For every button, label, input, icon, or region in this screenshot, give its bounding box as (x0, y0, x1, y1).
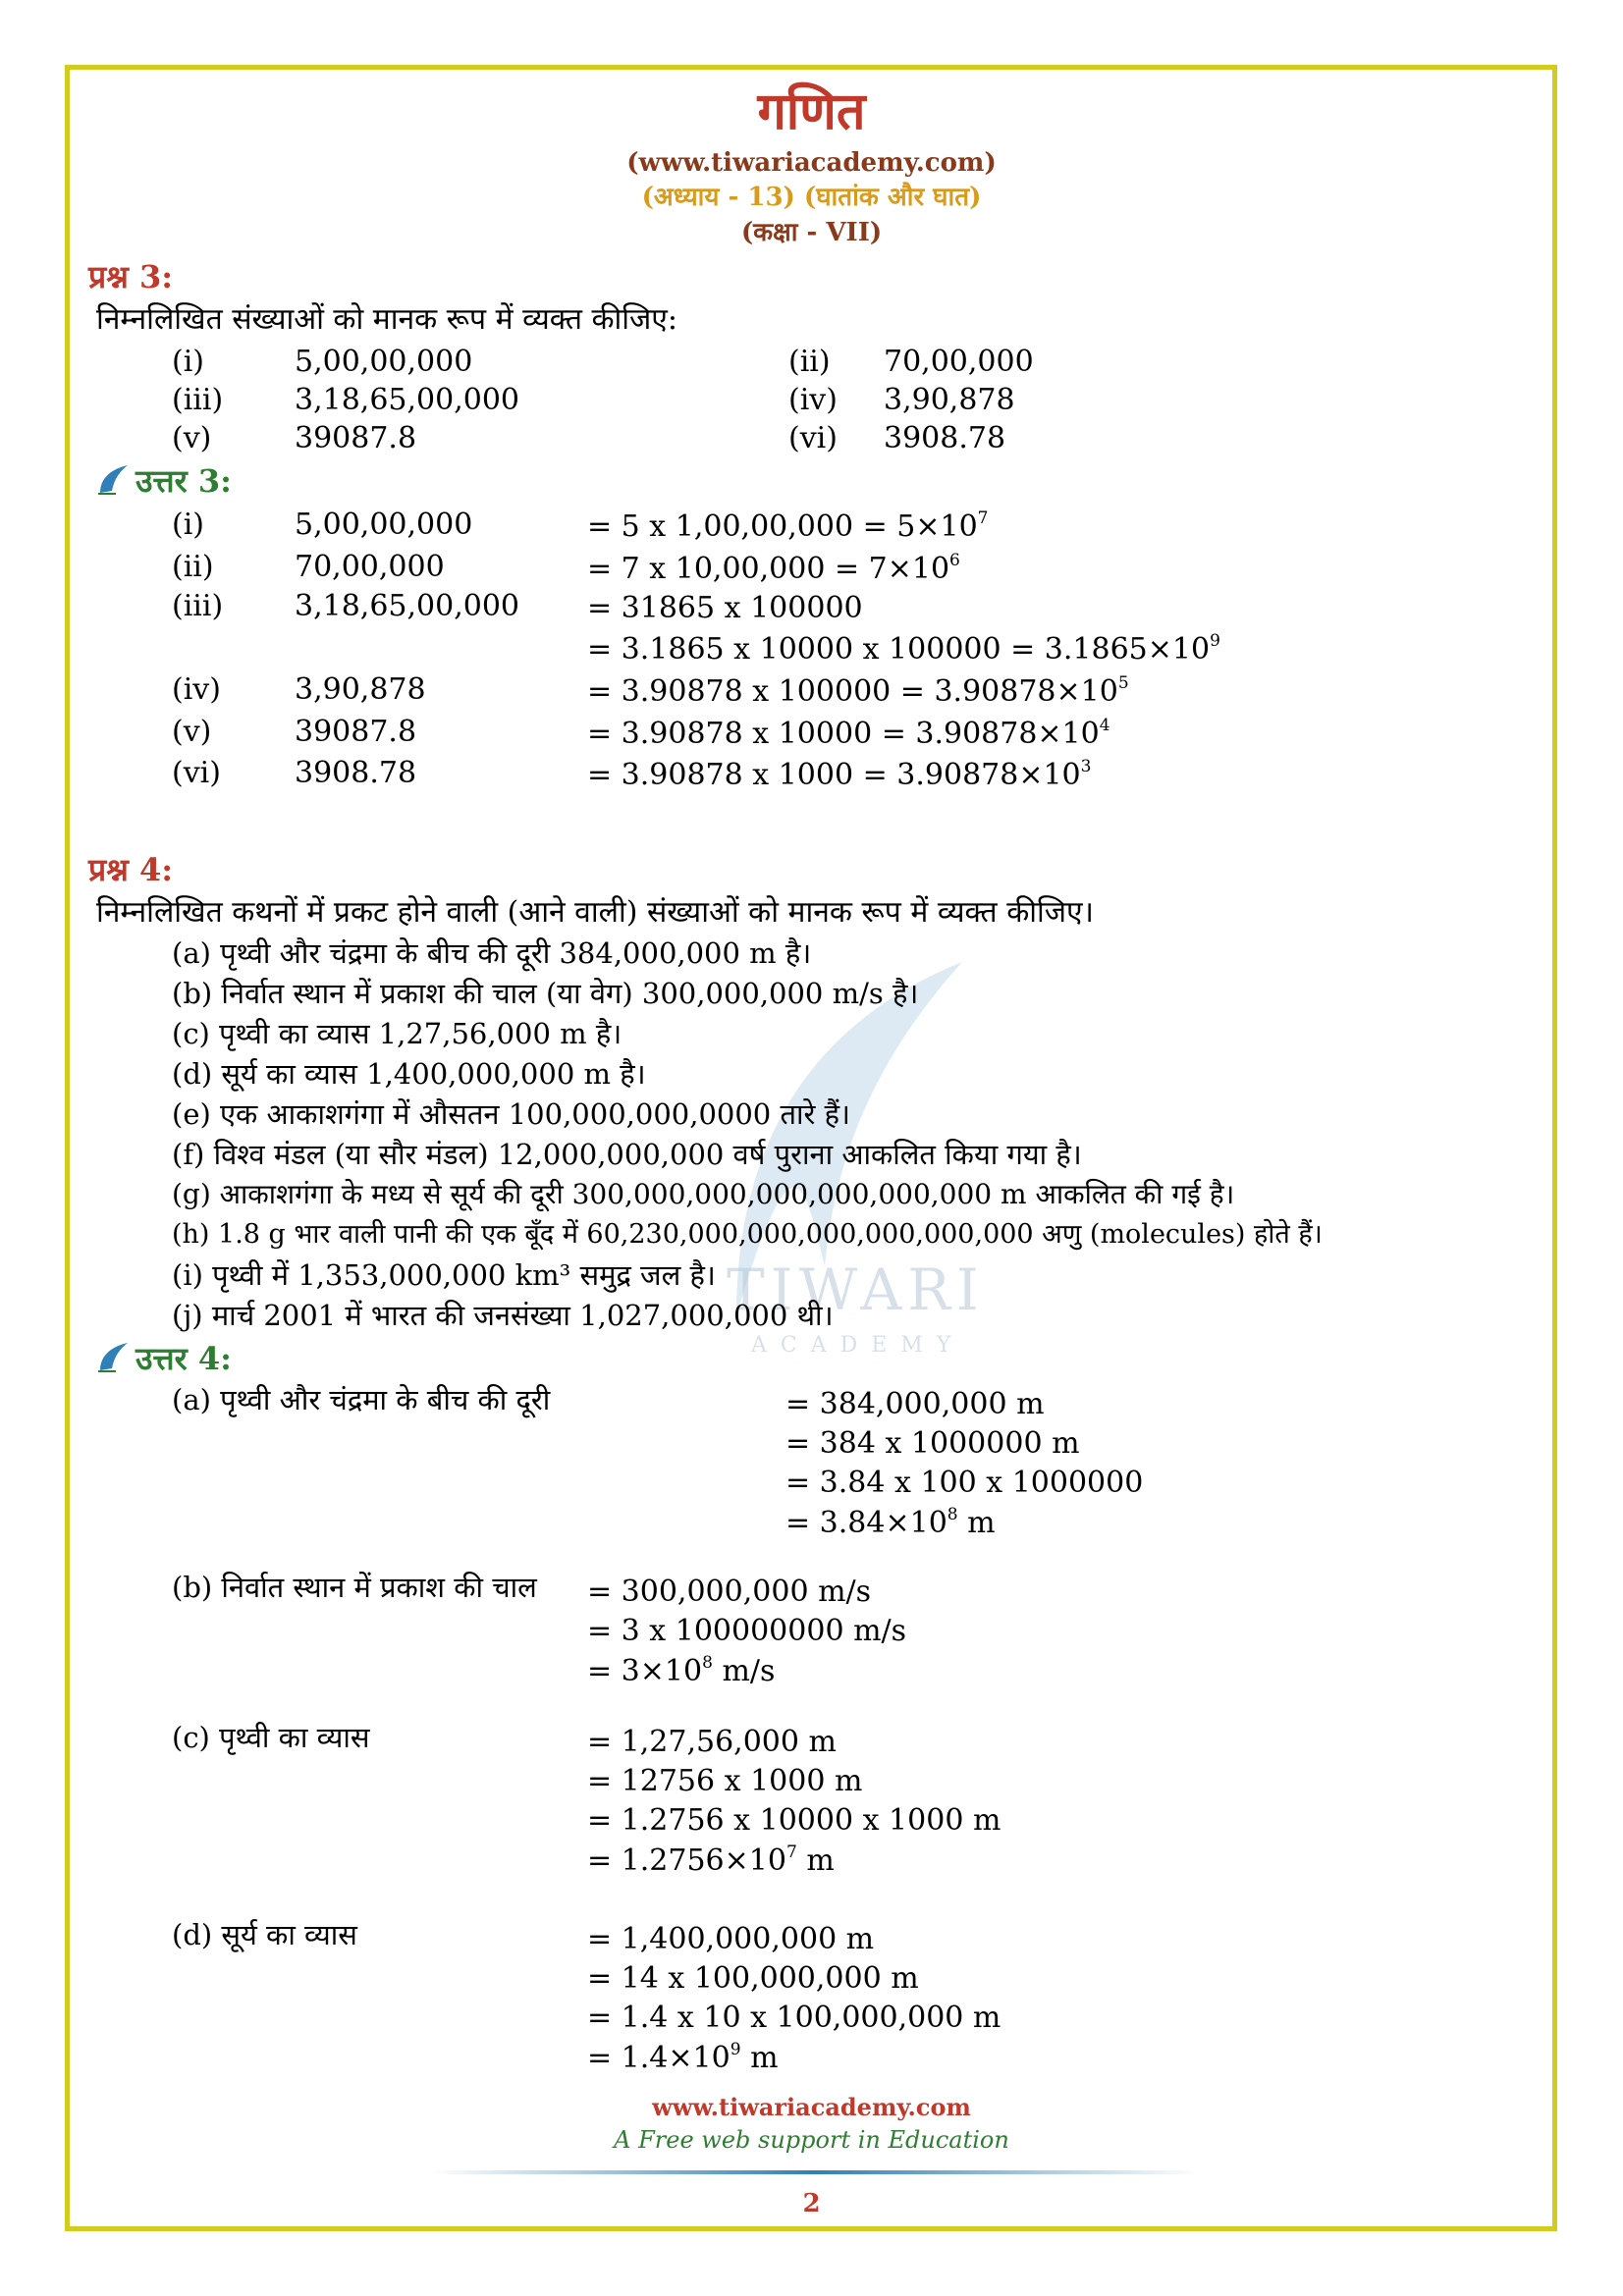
q3-item-no: (i) (172, 345, 205, 379)
answer-4-label: उत्तर 4: (135, 1340, 232, 1377)
a3-row-equation: = 5 x $1,00,00,000 = 5\times 10^7$ (587, 508, 989, 544)
a3-row-value: 3,18,65,00,000 (295, 589, 520, 623)
a4-line: = 384 x 1000000 m (785, 1426, 1080, 1461)
q3-item-value: 39087.8 (295, 421, 417, 455)
question-3-label: प्रश्न 3: (88, 258, 174, 295)
a3-row-value: 39087.8 (295, 715, 417, 749)
a4-block-label: (a) पृथ्वी और चंद्रमा के बीच की दूरी (172, 1383, 551, 1416)
q3-item-no: (ii) (788, 345, 831, 379)
q3-item-value: 3,18,65,00,000 (295, 383, 520, 417)
a4-line: = 300,000,000 m/s (587, 1575, 872, 1609)
q4-item: (e) एक आकाशगंगा में औसतन 100,000,000,0000 तारे हैं। (172, 1097, 850, 1131)
a4-line: = 1.4 x 10 x 100,000,000 m (587, 2001, 1001, 2035)
a4-block-label: (c) पृथ्वी का व्यास (172, 1721, 370, 1754)
q4-item: (b) निर्वात स्थान में प्रकाश की चाल (या वेग) 300,000,000 m/s है। (172, 977, 919, 1010)
a3-row-equation: = 3.90878 x $100000 = 3.90878\times 10^5$ (587, 673, 1129, 709)
q4-item: (h) 1.8 g भार वाली पानी की एक बूँद में 60,230,000,000,000,000,000,000 अणु (molecules) होते हैं। (172, 1219, 1323, 1250)
a4-line: = 1,400,000,000 m (587, 1922, 875, 1956)
q3-item-value: 3,90,878 (884, 383, 1015, 417)
a3-row-no: (v) (172, 715, 212, 749)
q3-item-no: (vi) (788, 421, 838, 455)
a3-row-value: 70,00,000 (295, 550, 445, 584)
q3-item-no: (iv) (788, 383, 838, 417)
page-title: गणित (757, 81, 866, 141)
a4-line: = 12756 x 1000 m (587, 1764, 863, 1798)
watermark-text: TIWARI (727, 1256, 985, 1323)
a4-line: = $1.4\times 10^9$ m (587, 2040, 779, 2075)
tiwari-logo-icon (96, 1341, 130, 1374)
a4-line: = 3.84 x 100 x 1000000 (785, 1466, 1144, 1500)
answer-3-label: उत्तर 3: (135, 462, 232, 500)
a4-line: = $1.2756\times 10^7$ m (587, 1842, 835, 1878)
q3-item-no: (v) (172, 421, 212, 455)
header-chapter: (अध्याय - 13) (घातांक और घात) (641, 183, 982, 212)
question-3-text: निम्नलिखित संख्याओं को मानक रूप में व्यक्त कीजिए: (96, 302, 677, 337)
q4-item: (f) विश्व मंडल (या सौर मंडल) 12,000,000,000 वर्ष पुराना आकलित किया गया है। (172, 1138, 1082, 1171)
a4-line: = 384,000,000 m (785, 1387, 1045, 1421)
q3-item-value: 5,00,00,000 (295, 345, 473, 379)
tiwari-logo-icon (96, 463, 130, 497)
a3-row-no: (i) (172, 507, 205, 542)
q3-item-value: 3908.78 (884, 421, 1006, 455)
a4-line: = 3 x 100000000 m/s (587, 1614, 907, 1648)
footer-divider (432, 2167, 1198, 2177)
q3-item-value: 70,00,000 (884, 345, 1034, 379)
q4-item: (j) मार्च 2001 में भारत की जनसंख्या 1,027,000,000 थी। (172, 1299, 834, 1332)
a3-row-value: 5,00,00,000 (295, 507, 473, 542)
a4-line: = $3.84\times 10^8$ m (785, 1505, 996, 1540)
q4-item: (a) पृथ्वी और चंद्रमा के बीच की दूरी 384,000,000 m है। (172, 936, 812, 970)
footer-site-link[interactable]: www.tiwariacademy.com (652, 2093, 971, 2121)
footer-tagline: A Free web support in Education (614, 2126, 1009, 2154)
q4-item: (i) पृथ्वी में 1,353,000,000 km³ समुद्र जल है। (172, 1258, 716, 1292)
watermark-subtext: ACADEMY (751, 1333, 965, 1358)
a4-line: = 14 x 100,000,000 m (587, 1961, 919, 1996)
a4-line: = 1,27,56,000 m (587, 1725, 837, 1759)
a3-row-equation: = 7 x $10,00,000 = 7\times 10^6$ (587, 551, 960, 586)
a4-block-label: (b) निर्वात स्थान में प्रकाश की चाल (172, 1571, 537, 1604)
question-4-label: प्रश्न 4: (88, 851, 174, 888)
a4-block-label: (d) सूर्य का व्यास (172, 1918, 357, 1951)
a3-row-value: 3908.78 (295, 756, 417, 790)
q4-item: (c) पृथ्वी का व्यास 1,27,56,000 m है। (172, 1017, 622, 1050)
a3-row-equation: = 31865 x 100000 (587, 591, 863, 625)
header-class: (कक्षा - VII) (740, 218, 883, 247)
question-4-text: निम्नलिखित कथनों में प्रकट होने वाली (आने वाली) संख्याओं को मानक रूप में व्यक्त कीजिए। (96, 895, 1094, 930)
a3-row-no: (iv) (172, 672, 221, 707)
q4-item: (g) आकाशगंगा के मध्य से सूर्य की दूरी 300,000,000,000,000,000,000 m आकलित की गई है। (172, 1178, 1235, 1210)
page-number: 2 (802, 2189, 821, 2218)
header-site: (www.tiwariacademy.com) (626, 148, 997, 178)
a3-row-no: (iii) (172, 589, 224, 623)
a3-row-value: 3,90,878 (295, 672, 426, 707)
a4-line: = 1.2756 x 10000 x 1000 m (587, 1803, 1001, 1838)
a3-row-no: (vi) (172, 756, 221, 790)
q4-item: (d) सूर्य का व्यास 1,400,000,000 m है। (172, 1057, 646, 1091)
a3-row-equation: = 3.90878 x $10000 = 3.90878\times 10^4$ (587, 716, 1110, 751)
a4-line: = $3\times 10^8$ m/s (587, 1653, 776, 1688)
q3-item-no: (iii) (172, 383, 224, 417)
a3-row-equation: = 3.1865 x 10000 x $100000 = 3.1865\times 10^9$ (587, 631, 1220, 667)
a3-row-no: (ii) (172, 550, 214, 584)
a3-row-equation: = 3.90878 x $1000 = 3.90878\times 10^3$ (587, 757, 1092, 792)
